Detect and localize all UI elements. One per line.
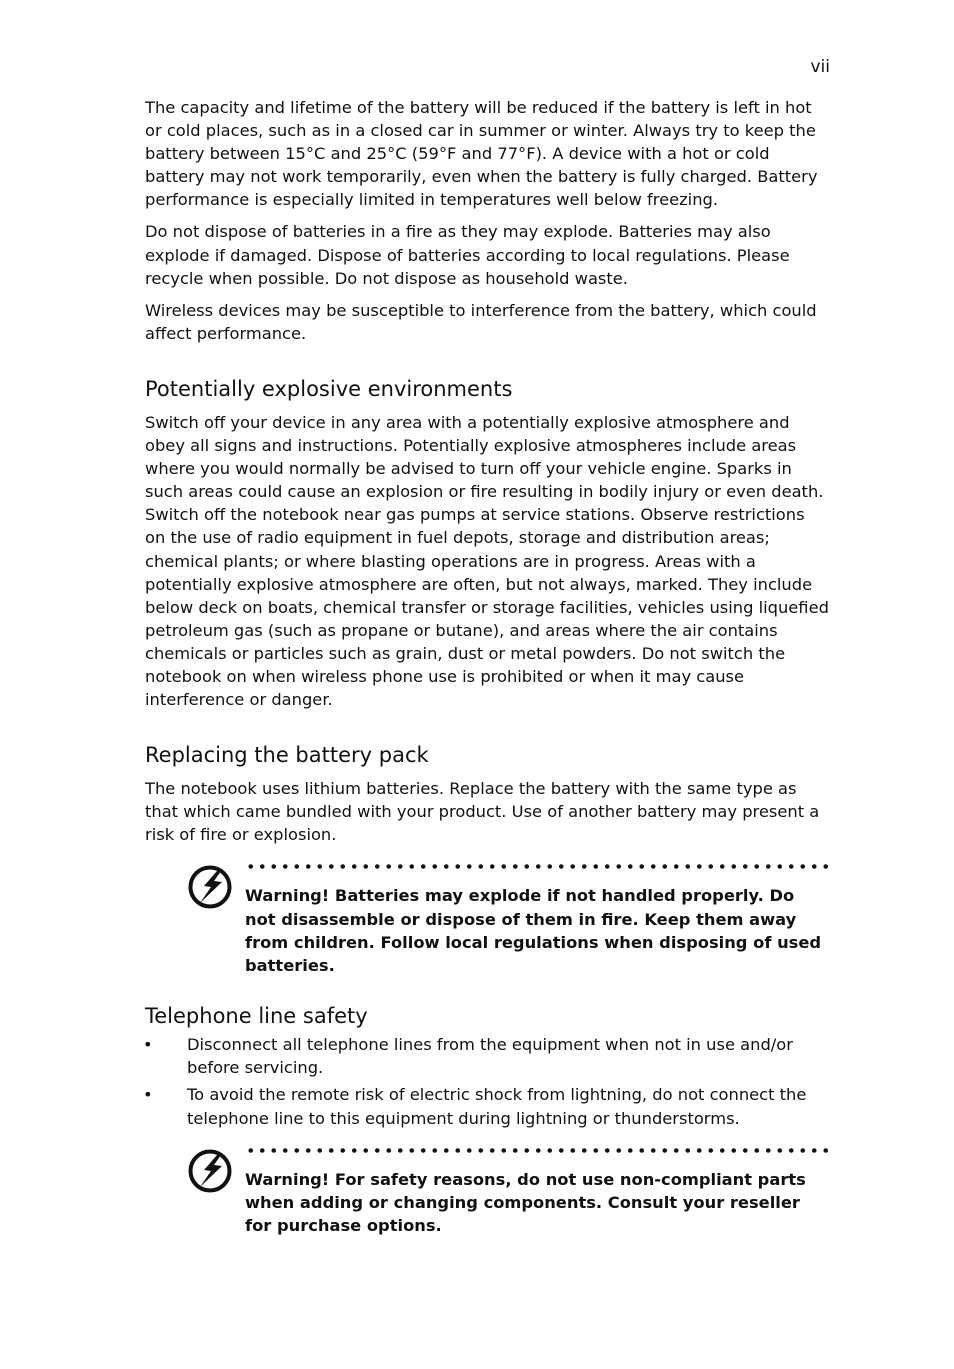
battery-warning [245,864,830,976]
telephone-warning-text: Warning! For safety reasons, do not use non-compliant parts when adding or changing components. Consult your reseller for purchase options. [245,1170,806,1236]
warning-divider [245,864,830,869]
lightning-warning-icon [187,864,233,910]
page-number: vii [810,57,830,77]
intro-paragraph-2: Do not dispose of batteries in a fire as they may explode. Batteries may also explode if damaged. Dispose of batteries according to local regulations. Please recycle when possible. Do not dispose as household waste. [145,222,790,288]
list-item [145,1033,830,1080]
telephone-warning [245,1148,830,1237]
heading-telephone-safety: Telephone line safety [145,1003,368,1028]
lightning-warning-icon [187,1148,233,1194]
heading-replacing-battery: Replacing the battery pack [145,743,429,768]
bullet-marker: • [143,1034,153,1054]
explosive-paragraph: Switch off your device in any area with a potentially explosive atmosphere and obey all signs and instructions. Potentially explosive atmospheres include areas where you would normally be advised to turn off your vehicle engine. Sparks in such areas could cause an explosion or fire resulting in bodily injury or even death. Switch off the notebook near gas pumps at service stations. Observe restrictions on the use of radio equipment in fuel depots, storage and distribution areas; chemical plants; or where blasting operations are in progress. Areas with a potentially explosive atmosphere are often, but not always, marked. They include below deck on boats, chemical transfer or storage facilities, vehicles using liquefied petroleum gas (such as propane or butane), and areas where the air contains chemicals or particles such as grain, dust or metal powders. Do not switch the notebook on when wireless phone use is prohibited or when it may cause interference or danger. [145,412,829,710]
list-item-text: To avoid the remote risk of electric shock from lightning, do not connect the telephone line to this equipment during lightning or thunderstorms. [187,1085,807,1128]
battery-warning-text: Warning! Batteries may explode if not handled properly. Do not disassemble or dispose of them in fire. Keep them away from children. Follow local regulations when disposing of used batteries. [245,886,822,975]
list-item-text: Disconnect all telephone lines from the equipment when not in use and/or before servicing. [187,1034,793,1078]
bullet-marker: • [143,1085,153,1104]
intro-paragraph-3: Wireless devices may be susceptible to interference from the battery, which could affect performance. [145,300,817,343]
battery-paragraph: The notebook uses lithium batteries. Replace the battery with the same type as that which came bundled with your product. Use of another battery may present a risk of fire or explosion. [145,779,820,845]
page-content [145,96,830,1237]
intro-paragraph-1: The capacity and lifetime of the battery will be reduced if the battery is left in hot or cold places, such as in a closed car in summer or winter. Always try to keep the battery between 15°C and 25°C (59°F and 77°F). A device with a hot or cold battery may not work temporarily, even when the battery is fully charged. Battery performance is especially limited in temperatures well below freezing. [145,98,818,210]
warning-divider [245,1148,830,1153]
heading-explosive-environments: Potentially explosive environments [145,376,513,401]
list-item [145,1083,830,1130]
telephone-bullet-list [145,1033,830,1130]
